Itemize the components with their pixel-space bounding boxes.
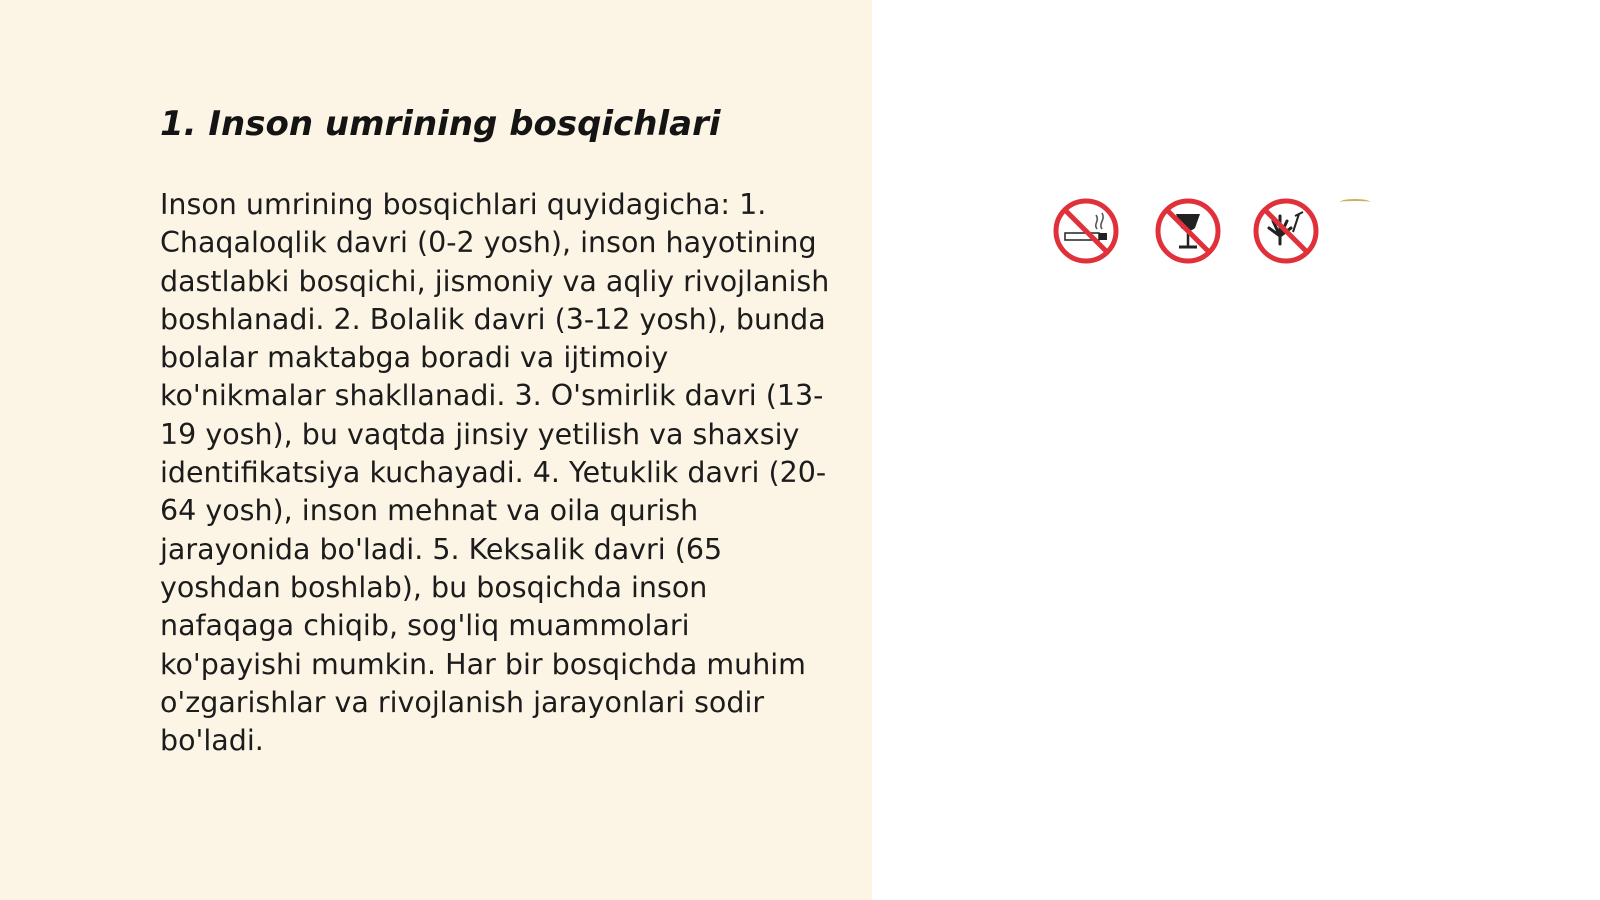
no-alcohol-icon: [1155, 198, 1221, 264]
no-smoking-icon: [1053, 198, 1119, 264]
no-drugs-icon: [1253, 198, 1319, 264]
image-fragment: [1340, 199, 1370, 205]
slide-body-text: Inson umrining bosqichlari quyidagicha: 1. Chaqaloqlik davri (0-2 yosh), inson hayotining dastlabki bosqichi, jismoniy va aqliy rivojlanish boshlanadi. 2. Bolalik davri (3-12 yosh), bunda bolalar maktabga boradi va ijtimoiy ko'nikmalar shakllanadi. 3. O'smirlik davri (13-19 yosh), bu vaqtda jinsiy yetilish va shaxsiy identifikatsiya kuchayadi. 4. Yetuklik davri (20-64 yosh), inson mehnat va oila qurish jarayonida bo'ladi. 5. Keksalik davri (65 yoshdan boshlab), bu bosqichda inson nafaqaga chiqib, sog'liq muammolari ko'payishi mumkin. Har bir bosqichda muhim o'zgarishlar va rivojlanish jarayonlari sodir bo'ladi.: [160, 188, 830, 758]
image-panel: [872, 0, 1600, 900]
slide-title: 1. Inson umrining bosqichlari: [160, 104, 721, 144]
